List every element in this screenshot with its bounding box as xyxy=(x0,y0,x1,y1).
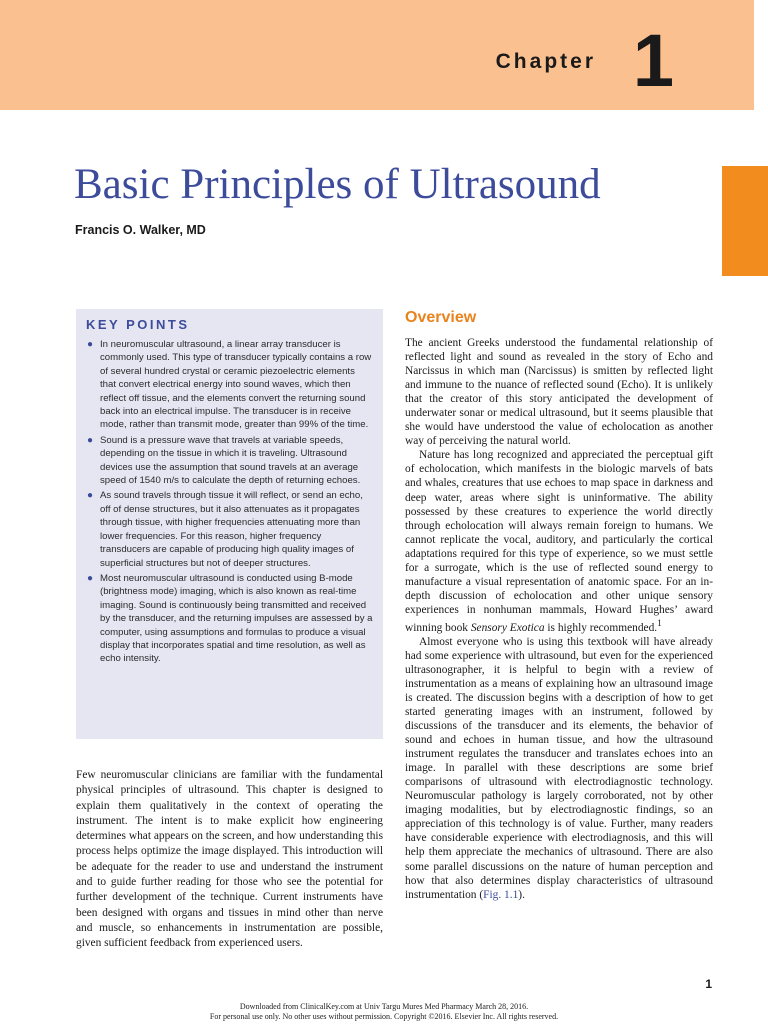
figure-link[interactable]: Fig. 1.1 xyxy=(483,888,519,901)
bullet-icon: ● xyxy=(87,434,94,446)
book-title: Sensory Exotica xyxy=(470,621,545,634)
key-points-box xyxy=(76,309,383,739)
bullet-icon: ● xyxy=(87,339,94,350)
bullet-icon: ● xyxy=(87,490,94,502)
overview-paragraph-2 xyxy=(405,448,713,634)
download-footer xyxy=(0,1002,768,1021)
key-point-text: Most neuromuscular ultrasound is conducted using B-mode (brightness mode) imaging, which is also known as real-time imaging. Sound is continuously being transmitted and received by the transducer, and the returning impulses are assessed by a computer, using assumptions and formulas to produce a visual display that incorporates spatial and time resolution, as well as echo intensity. xyxy=(100,572,373,665)
paragraph-text: ). xyxy=(518,888,525,901)
key-point-item xyxy=(84,434,373,488)
bullet-icon: ● xyxy=(87,572,94,584)
chapter-label: Chapter xyxy=(495,50,596,73)
chapter-header-band xyxy=(0,0,754,110)
footer-line-1: Downloaded from ClinicalKey.com at Univ Targu Mures Med Pharmacy March 28, 2016. xyxy=(239,1002,529,1011)
side-thumb-tab xyxy=(722,166,768,276)
footer-line-2: For personal use only. No other uses without permission. Copyright ©2016. Elsevier Inc. All rights reserved. xyxy=(209,1011,559,1021)
paragraph-text: Almost everyone who is using this textbook will have already had some experience with ultrasound, but even for the experienced ultrasonographer, it is helpful to begin with a review of instrumentation as a means of explaining how an ultrasound image is created. The discussion begins with a description of how to get started generating images with an instrument, followed by discussions of the transducer and its elements, the behavior of sound and echoes in human tissue, and how the ultrasound instrument regulates the transducer and translates echoes into an image. In parallel with these descriptions are some brief comparisons of ultrasound with electrodiagnostic technology. Neuromuscular pathology is largely corroborated, not by other imaging modalities, but by electrodiagnostic findings, so an appreciation of this technology is of value. Further, many readers have considerable experience with electrodiagnosis, and this will help them appreciate the mechanics of ultrasound. There are also some parallel discussions on the nature of human perception and how that also determines display characteristics of ultrasound instrumentation ( xyxy=(405,635,713,901)
chapter-title: Basic Principles of Ultrasound xyxy=(74,161,601,208)
overview-heading: Overview xyxy=(405,309,477,326)
key-points-heading: KEY POINTS xyxy=(86,317,190,332)
author-name: Francis O. Walker, MD xyxy=(75,223,206,237)
page-number: 1 xyxy=(705,977,712,991)
overview-paragraph-3 xyxy=(405,635,713,902)
key-point-text: Sound is a pressure wave that travels at variable speeds, depending on the tissue in which it is traveling. Ultrasound devices use the assumption that sound travels at an average speed of 1540 m/s to calculate the depth of returning echoes. xyxy=(100,434,361,487)
overview-paragraph-1: The ancient Greeks understood the fundamental relationship of reflected light and sound as revealed in the story of Echo and Narcissus in which man (Narcissus) is smitten by reflected light and immune to the nuance of reflected sound (Echo). It is unlikely that the creator of this story anticipated the development of underwater sonar or medical ultrasound, but it seems plausible that she would have understood the value of echolocation as another way of perceiving the natural world. xyxy=(405,337,713,448)
paragraph-text: is highly recommended. xyxy=(544,621,658,634)
key-points-list xyxy=(84,338,373,666)
reference-superscript: 1 xyxy=(657,618,662,629)
paragraph-text: Nature has long recognized and appreciated the perceptual gift of echolocation, which manifests in the biologic marvels of bats and whales, creatures that use echoes to map space in darkness and deep water, areas where sight is uninformative. The ability possessed by these creatures to experience the world directly through echolocation will always remain foreign to humans. We cannot replicate the vocal, auditory, and particularly the cortical adaptations required for this type of experience, so we must settle for a surrogate, which is the use of reflected sound energy to manufacture a visual representation of anatomic space. For an in-depth discussion of echolocation and other unique sensory experiences in nonhuman mammals, Howard Hughes’ award winning book xyxy=(405,449,713,634)
key-point-item xyxy=(84,489,373,569)
intro-paragraph: Few neuromuscular clinicians are familiar with the fundamental physical principles of ultrasound. This chapter is designed to explain them qualitatively in the context of operating the instrument. The intent is to make explicit how engineering determines what appears on the screen, and how understanding this process helps optimize the image displayed. This introduction will be adequate for the reader to use and understand the instrument and to guide further reading for those who see the potential for further development of the technique. Current instruments have been designed with organs and tissues in mind other than nerve and muscle, so enhancements in instrumentation are possible, given sufficient feedback from experienced users. xyxy=(76,769,383,950)
key-point-text: In neuromuscular ultrasound, a linear array transducer is commonly used. This type of transducer typically contains a row of several hundred crystal or ceramic piezoelectric elements that convert electrical energy into sound waves, which then reflect off tissue, and the elements convert the returning sound back into an electrical impulse. The transducer is in receive mode, rather than transmit mode, greater than 99% of the time. xyxy=(100,339,372,431)
chapter-number: 1 xyxy=(632,19,674,102)
overview-body xyxy=(405,336,713,902)
key-point-text: As sound travels through tissue it will reflect, or send an echo, off of dense structures, but it also attenuates as it propagates through tissue, with higher frequencies attenuating more than lower frequencies. For this reason, higher frequency transducers are capable of producing high quality images of superficial structures but not of deeper structures. xyxy=(100,490,363,569)
key-point-item xyxy=(84,572,373,666)
key-point-item xyxy=(84,338,373,432)
